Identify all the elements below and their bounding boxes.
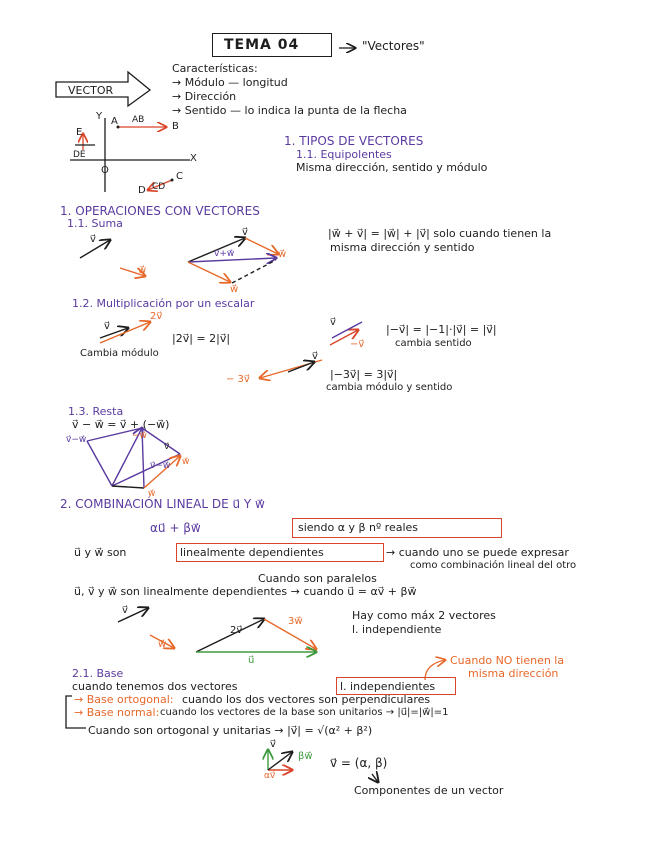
comb-indep: l. independiente xyxy=(352,623,442,636)
suma-v2-label: v⃗ xyxy=(242,227,248,238)
base-normal-text: cuando los vectores de la base son unitarios → |u⃗|=|w⃗|=1 xyxy=(160,707,449,718)
vector-de-label: DE xyxy=(73,150,86,160)
resta-vw-label: v⃗−w⃗ xyxy=(66,435,87,445)
caracteristica-modulo: → Módulo — longitud xyxy=(172,76,288,89)
base-ortonormal: Cuando son ortogonal y unitarias → |v⃗| = √(α² + β²) xyxy=(88,724,373,737)
point-a-label: A xyxy=(111,116,118,127)
axis-y-label: Y xyxy=(96,111,103,122)
caracteristica-direccion: → Dirección xyxy=(172,90,237,103)
suma-w2-label: w⃗ xyxy=(278,249,287,260)
base-cuando-no-2: misma dirección xyxy=(468,667,559,680)
mult-formula-3: |−3v⃗| = 3|v⃗| xyxy=(330,368,398,381)
caracteristicas-heading: Características: xyxy=(172,62,258,75)
comp-label: Componentes de un vector xyxy=(354,784,504,797)
mult-2v-label: 2v⃗ xyxy=(150,311,163,322)
mult-negv-label: −v⃗ xyxy=(350,339,365,350)
resta-negw-label: −w⃗ xyxy=(132,431,147,441)
combinacion-heading: 2. COMBINACIÓN LINEAL DE u⃗ Y w⃗ xyxy=(60,497,265,511)
tipos-heading: 1. TIPOS DE VECTORES xyxy=(284,134,424,148)
point-c-label: C xyxy=(176,171,183,182)
base-l1: cuando tenemos dos vectores xyxy=(72,680,238,693)
comp-av-label: αv⃗ xyxy=(264,771,276,781)
point-d-label: D xyxy=(138,185,146,196)
comb-w-label: w⃗ xyxy=(158,639,167,650)
mult-note-1: Cambia módulo xyxy=(80,348,159,359)
base-heading: 2.1. Base xyxy=(72,667,124,680)
comb-l2: Cuando son paralelos xyxy=(258,572,377,585)
base-ortogonal-text: cuando los dos vectores son perpendiculares xyxy=(182,693,431,706)
resta-w-label: w⃗ xyxy=(182,457,190,467)
page-subtitle: "Vectores" xyxy=(362,39,425,53)
suma-formula: |w⃗ + v⃗| = |w⃗| + |v⃗| solo cuando tienen la xyxy=(328,227,552,240)
caracteristica-sentido: → Sentido — lo indica la punta de la flecha xyxy=(172,104,407,117)
multiplicacion-heading: 1.2. Multiplicación por un escalar xyxy=(72,297,255,310)
resta-formula: v⃗ − w⃗ = v⃗ + (−w⃗) xyxy=(72,418,170,431)
comb-u-label: u⃗ xyxy=(248,655,255,666)
siendo-text: siendo α y β nº reales xyxy=(298,521,419,534)
vector-cd-label: CD xyxy=(152,182,166,192)
comp-formula: v⃗ = (α, β) xyxy=(330,756,388,770)
comb-l1-c: como combinación lineal del otro xyxy=(410,560,577,571)
equipolentes-heading: 1.1. Equipolentes xyxy=(296,148,392,161)
mult-formula-1: |2v⃗| = 2|v⃗| xyxy=(172,332,231,345)
suma-v-label: v⃗ xyxy=(90,234,96,245)
comp-bw-label: βw⃗ xyxy=(298,751,313,762)
comb-l1-b: → cuando uno se puede expresar xyxy=(386,546,569,559)
resta-w2-label: w⃗ xyxy=(148,489,156,499)
mult-v3-label: v⃗ xyxy=(312,351,318,362)
comb-diagram xyxy=(118,605,316,652)
base-normal-label: → Base normal: xyxy=(74,706,160,719)
mult-formula-2: |−v⃗| = |−1|·|v⃗| = |v⃗| xyxy=(386,323,497,336)
point-b-label: B xyxy=(172,121,179,132)
point-e-label: E xyxy=(76,127,83,138)
vector-label: VECTOR xyxy=(68,84,114,97)
axis-origin-label: O xyxy=(101,165,109,176)
comb-l1-box: linealmente dependientes xyxy=(180,546,324,559)
base-l1-box: l. independientes xyxy=(340,680,436,693)
suma-formula-2: misma dirección y sentido xyxy=(330,241,475,254)
mult-v-label: v⃗ xyxy=(104,321,110,332)
suma-diagram xyxy=(80,238,278,283)
mult-note-3: cambia módulo y sentido xyxy=(326,382,453,393)
comp-v-label: v⃗ xyxy=(270,739,276,750)
combinacion-formula: αu⃗ + βw⃗ xyxy=(150,521,201,535)
page-title: TEMA 04 xyxy=(224,37,300,53)
comb-l1-a: u⃗ y w⃗ son xyxy=(74,546,127,559)
resta-v-label: v⃗ xyxy=(164,442,170,452)
mult-note-2: cambia sentido xyxy=(395,338,472,349)
comb-l3: u⃗, v⃗ y w⃗ son linealmente dependientes → cuando u⃗ = αv⃗ + βw⃗ xyxy=(74,585,417,598)
axis-x-label: X xyxy=(190,153,197,164)
operaciones-heading: 1. OPERACIONES CON VECTORES xyxy=(60,204,260,218)
suma-w-label: w⃗ xyxy=(138,265,147,276)
comb-hay: Hay como máx 2 vectores xyxy=(352,609,496,622)
mult-neg3v-label: − 3v⃗ xyxy=(226,374,250,385)
equipolentes-text: Misma dirección, sentido y módulo xyxy=(296,161,488,174)
suma-heading: 1.1. Suma xyxy=(67,217,123,230)
resta-heading: 1.3. Resta xyxy=(68,405,124,418)
base-ortogonal-label: → Base ortogonal: xyxy=(74,693,174,706)
suma-w3-label: w⃗ xyxy=(230,284,239,295)
mult-v2-label: v⃗ xyxy=(330,317,336,328)
comb-3w-label: 3w⃗ xyxy=(288,616,303,627)
comb-2v-label: 2v⃗ xyxy=(230,625,243,636)
resta-vw2-label: v⃗−w⃗ xyxy=(150,461,171,471)
comb-v-label: v⃗ xyxy=(122,605,128,616)
base-cuando-no: Cuando NO tienen la xyxy=(450,654,565,667)
suma-vw-label: v⃗+w⃗ xyxy=(214,249,235,259)
vector-ab-label: AB xyxy=(132,115,145,125)
